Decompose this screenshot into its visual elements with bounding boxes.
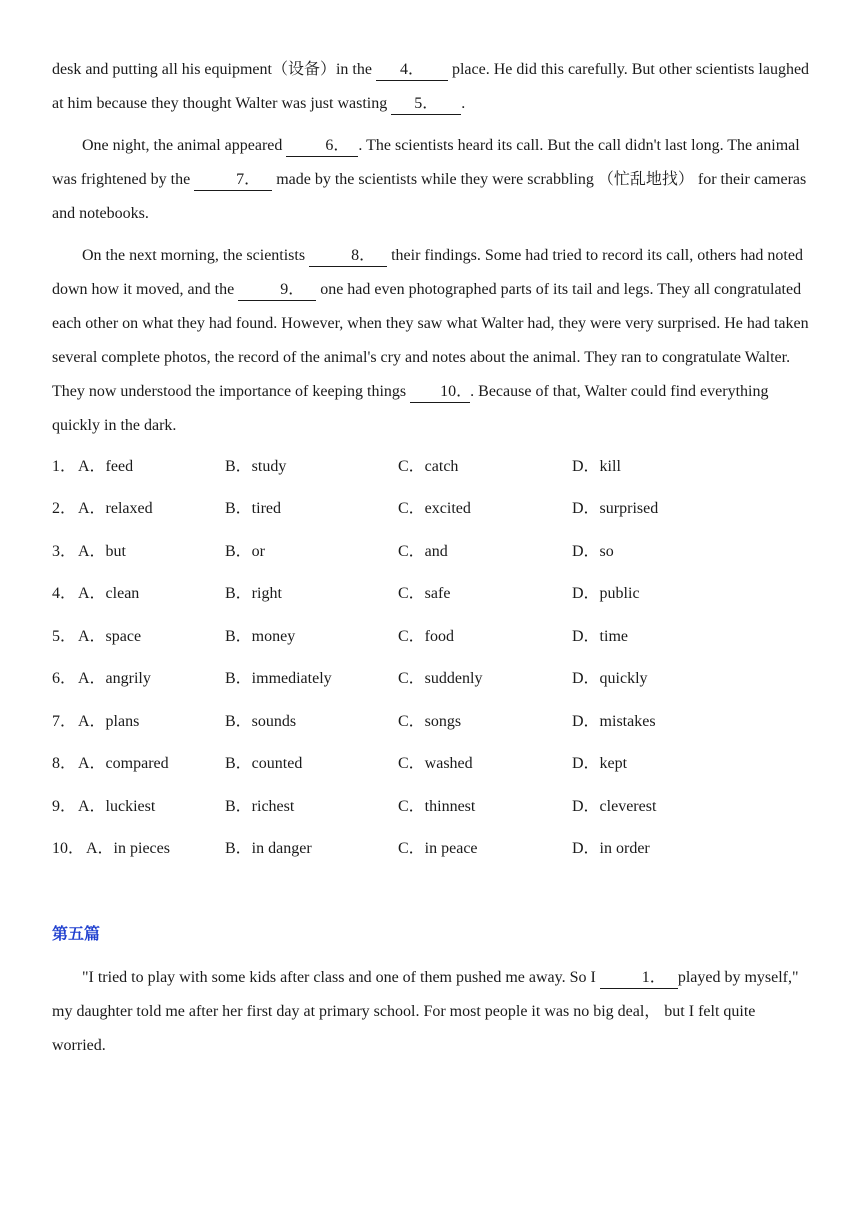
text: one had even photographed parts of its tail and legs. They all congratulated each other on what they had found. However, when they saw what Walter had, they were very surprised. He had taken several complete photos, the record of the animal's cry and notes about the animal. They ran to congratulate Walter. They now understood the importance of keeping things (52, 281, 809, 400)
blank-5: 5． (391, 94, 461, 115)
option-d: D．quickly (572, 670, 648, 687)
text: . (461, 95, 466, 112)
option-a: A．plans (78, 713, 140, 730)
question-number: 3． (52, 543, 77, 560)
option-b: B．richest (225, 798, 295, 815)
text: "I tried to play with some kids after class and one of them pushed me away. So I (82, 969, 600, 986)
paragraph-equipment (52, 53, 812, 121)
option-d: D．public (572, 585, 640, 602)
paragraph-animal-appeared (52, 129, 812, 231)
blank-8: 8． (309, 246, 387, 267)
option-b: B．study (225, 458, 287, 475)
blank-6: 6． (286, 136, 358, 157)
option-a: A．feed (78, 458, 134, 475)
section-title: 第五篇 (52, 924, 101, 943)
text: made by the scientists while they were scrabbling （忙乱地找） for their cameras and notebooks. (52, 171, 807, 222)
option-a: A．space (78, 628, 142, 645)
text: place. He did this carefully. But other scientists laughed at him because they thought Walter was just wasting (52, 61, 810, 112)
option-b: B．tired (225, 500, 281, 517)
option-b: B．counted (225, 755, 303, 772)
option-a: A．luckiest (78, 798, 156, 815)
text: their findings. Some had tried to record its call, others had noted down how it moved, and the (52, 247, 803, 298)
option-c: C．food (398, 628, 455, 645)
question-number: 1． (52, 458, 77, 475)
paragraph-findings (52, 239, 812, 443)
option-a: A．compared (78, 755, 169, 772)
text: . Because of that, Walter could find everything quickly in the dark. (52, 383, 769, 434)
question-number: 2． (52, 500, 77, 517)
option-a: A．angrily (78, 670, 151, 687)
option-d: D．so (572, 543, 614, 560)
text: played by myself," my daughter told me after her first day at primary school. For most people it was no big deal， but I felt quite worried. (52, 969, 799, 1054)
question-number: 10． (52, 840, 85, 857)
option-b: B．or (225, 543, 266, 560)
option-c: C．catch (398, 458, 459, 475)
text: One night, the animal appeared (82, 137, 287, 154)
question-number: 7． (52, 713, 77, 730)
option-c: C．in peace (398, 840, 478, 857)
option-d: D．surprised (572, 500, 659, 517)
option-a: A．in pieces (86, 840, 170, 857)
text: On the next morning, the scientists (82, 247, 310, 264)
option-a: A．clean (78, 585, 140, 602)
blank-1: 1． (600, 968, 678, 989)
option-c: C．thinnest (398, 798, 476, 815)
blank-9: 9． (238, 280, 316, 301)
option-d: D．kept (572, 755, 628, 772)
option-b: B．right (225, 585, 282, 602)
question-number: 9． (52, 798, 77, 815)
option-d: D．mistakes (572, 713, 656, 730)
option-c: C．safe (398, 585, 451, 602)
option-c: C．washed (398, 755, 473, 772)
blank-10: 10． (410, 382, 470, 403)
question-number: 4． (52, 585, 77, 602)
blank-4: 4． (376, 60, 448, 81)
option-c: C．suddenly (398, 670, 483, 687)
question-number: 5． (52, 628, 77, 645)
option-c: C．and (398, 543, 448, 560)
option-d: D．cleverest (572, 798, 657, 815)
option-d: D．time (572, 628, 628, 645)
option-a: A．relaxed (78, 500, 153, 517)
option-b: B．immediately (225, 670, 332, 687)
option-c: C．excited (398, 500, 471, 517)
option-b: B．in danger (225, 840, 312, 857)
paragraph-daughter (52, 961, 812, 1063)
question-number: 6． (52, 670, 77, 687)
question-number: 8． (52, 755, 77, 772)
option-b: B．money (225, 628, 296, 645)
option-d: D．kill (572, 458, 621, 475)
option-c: C．songs (398, 713, 462, 730)
option-d: D．in order (572, 840, 650, 857)
option-b: B．sounds (225, 713, 297, 730)
text: . The scientists heard its call. But the call didn't last long. The animal was frightened by the (52, 137, 800, 188)
blank-7: 7． (194, 170, 272, 191)
text: desk and putting all his equipment（设备）in the (52, 61, 376, 78)
option-a: A．but (78, 543, 127, 560)
